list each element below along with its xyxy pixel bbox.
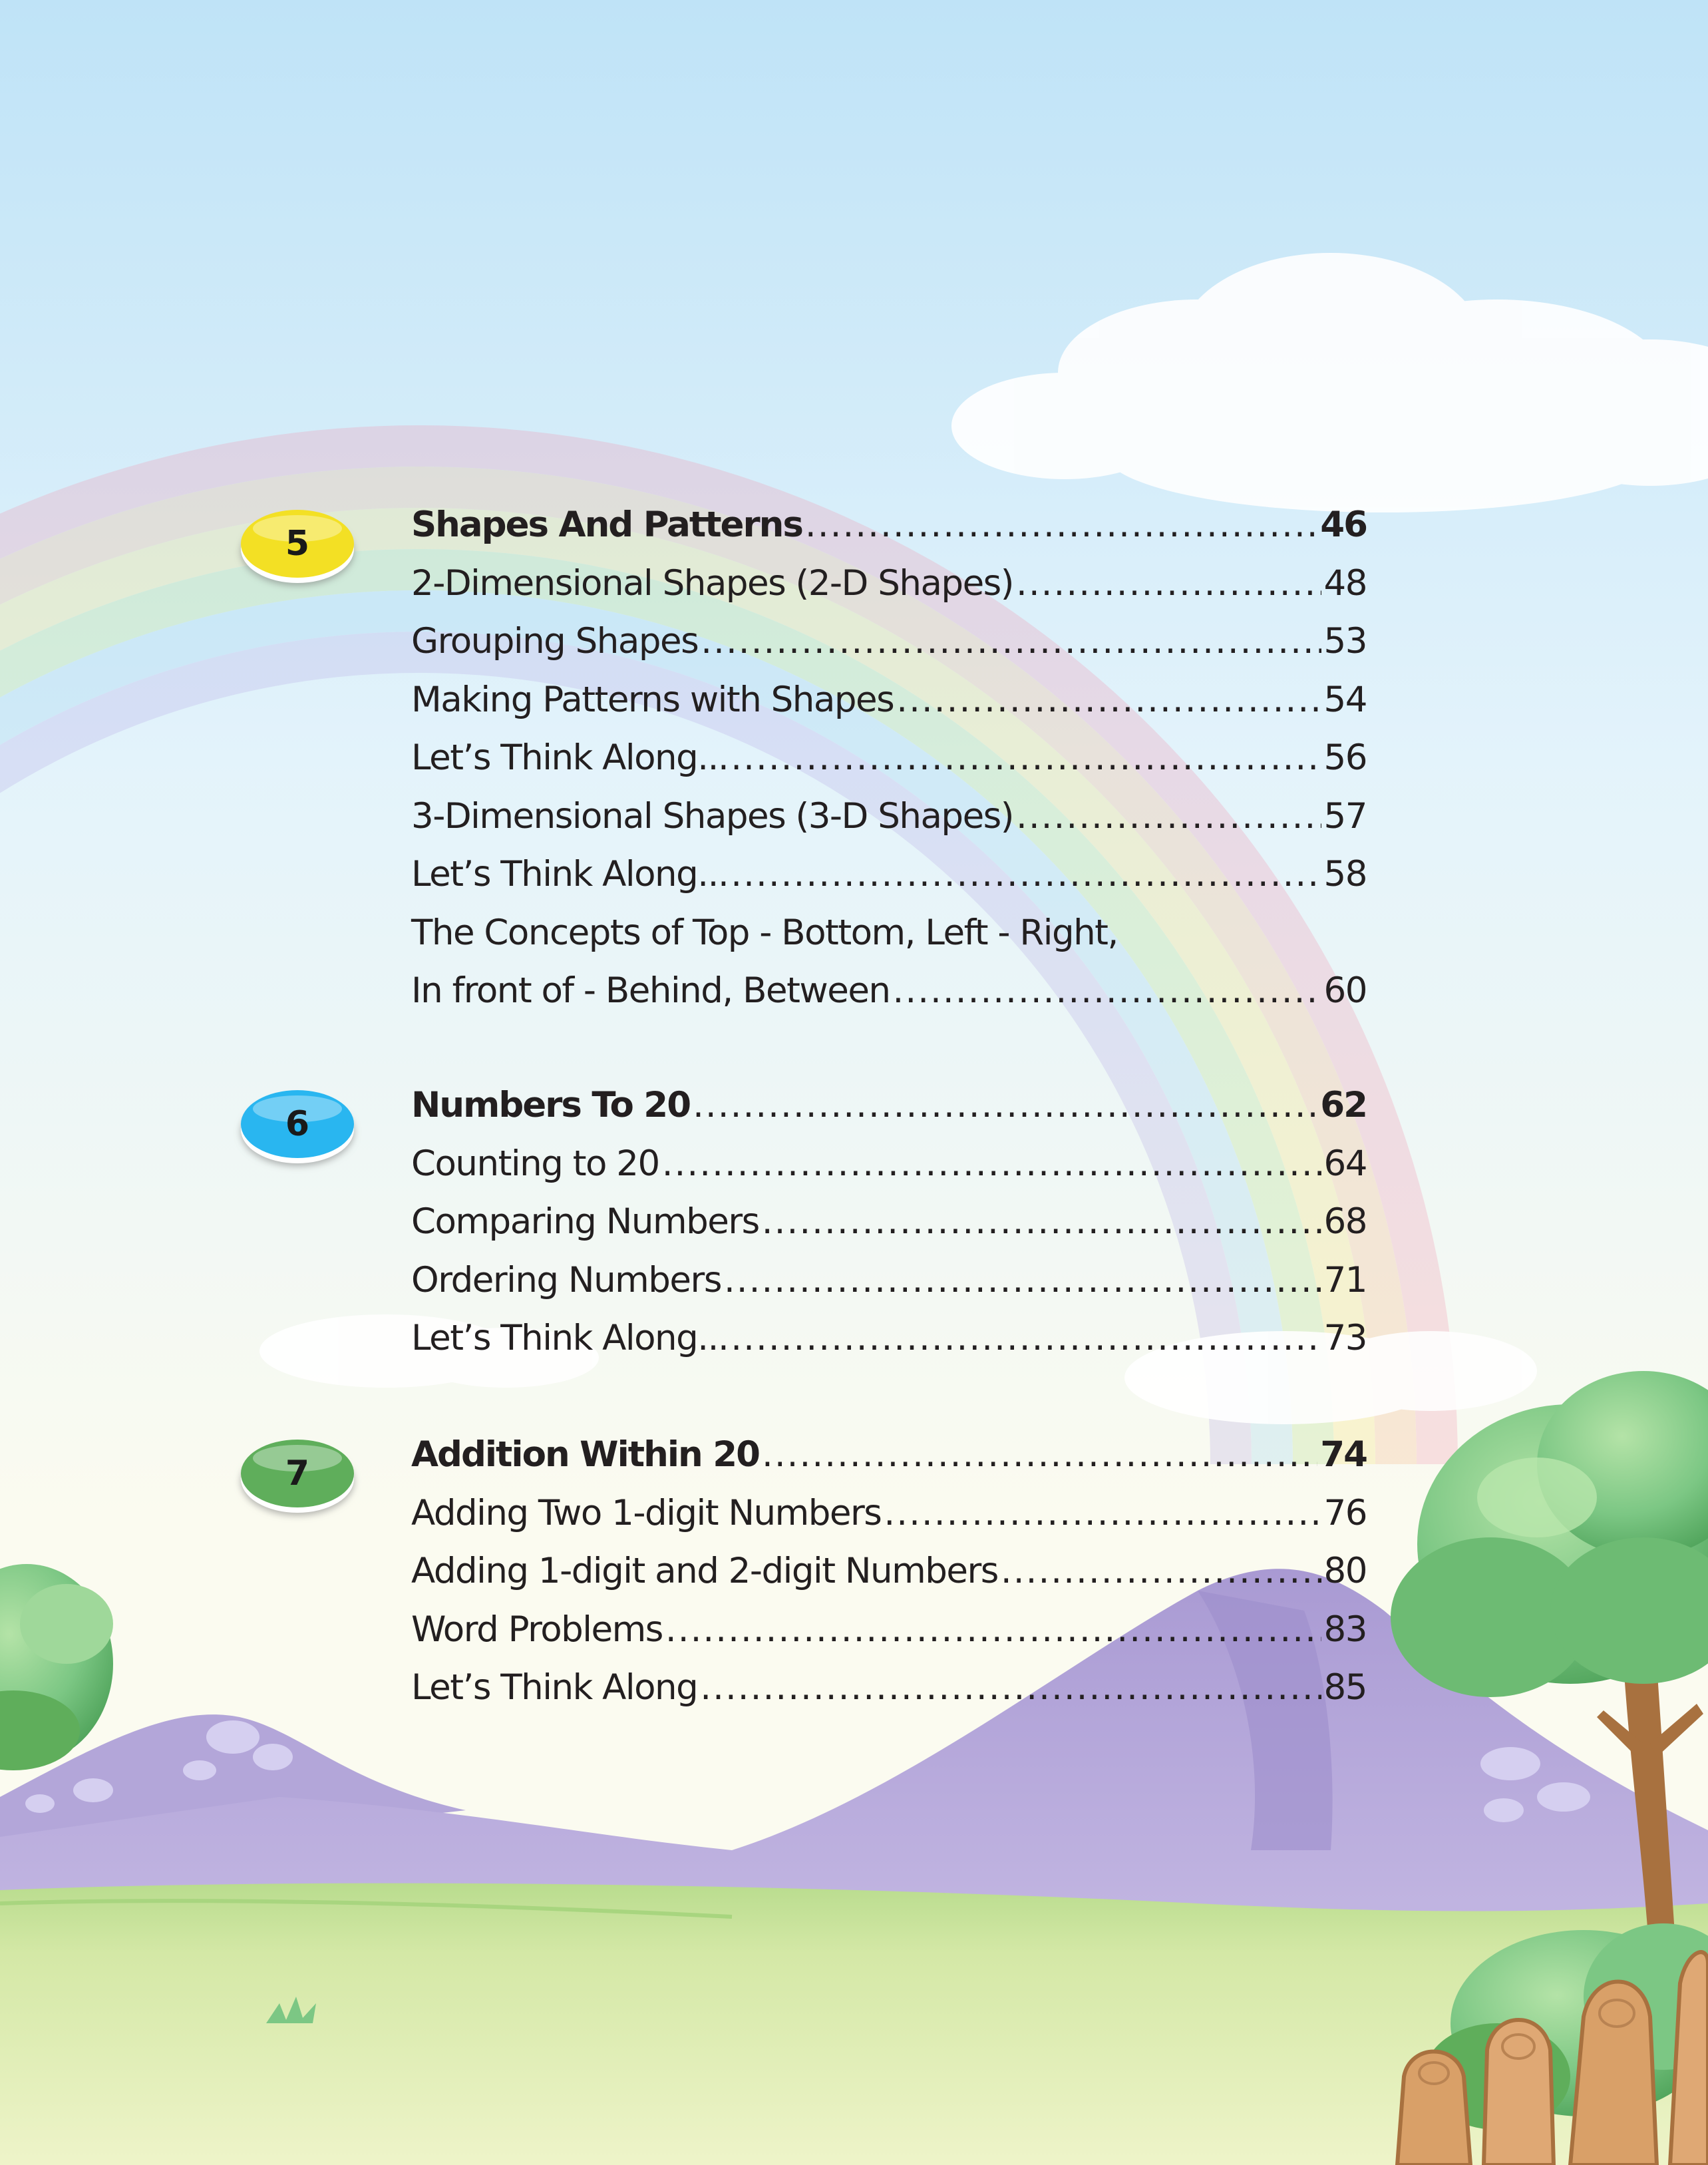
dot-leader xyxy=(884,1493,1321,1533)
toc-entry-row xyxy=(411,563,1367,616)
chapter-page-number: 46 xyxy=(1320,504,1367,545)
dot-leader xyxy=(662,1143,1321,1184)
chapter-number: 7 xyxy=(285,1454,310,1493)
toc-entry-row xyxy=(411,1609,1367,1663)
dot-leader xyxy=(805,504,1317,545)
toc-entry-row xyxy=(411,1493,1367,1546)
dot-leader xyxy=(701,621,1321,662)
dot-leader xyxy=(700,1667,1321,1708)
entry-title: Let’s Think Along... xyxy=(411,854,729,894)
entry-title: Adding 1-digit and 2-digit Numbers xyxy=(411,1551,998,1591)
entry-title: Word Problems xyxy=(411,1609,663,1650)
dot-leader xyxy=(762,1434,1317,1475)
toc-entry-row xyxy=(411,1667,1367,1720)
chapter-title-row xyxy=(411,1434,1367,1487)
dot-leader xyxy=(665,1609,1321,1650)
entry-page-number: 53 xyxy=(1323,621,1367,662)
entry-title: 2-Dimensional Shapes (2-D Shapes) xyxy=(411,562,1013,604)
chapter-page-number: 74 xyxy=(1320,1434,1367,1475)
dot-leader xyxy=(693,1085,1317,1125)
entry-page-number: 56 xyxy=(1323,737,1367,778)
dot-leader xyxy=(1001,1551,1321,1591)
toc-entry-row xyxy=(411,1143,1367,1197)
dot-leader xyxy=(896,680,1321,720)
dot-leader xyxy=(731,737,1321,778)
entry-page-number: 48 xyxy=(1323,562,1367,604)
entry-title: Adding Two 1-digit Numbers xyxy=(411,1492,882,1533)
chapter-title: Addition Within 20 xyxy=(411,1434,759,1475)
entry-title: Comparing Numbers xyxy=(411,1201,759,1242)
chapter-title: Numbers To 20 xyxy=(411,1085,691,1125)
toc-entry-row xyxy=(411,1201,1367,1255)
toc-entry-row xyxy=(411,796,1367,849)
entry-title: Counting to 20 xyxy=(411,1143,659,1184)
entry-title: Let’s Think Along... xyxy=(411,1318,729,1358)
entry-page-number: 73 xyxy=(1323,1318,1367,1358)
toc-entry-row xyxy=(411,854,1367,907)
entry-title: The Concepts of Top - Bottom, Left - Right, xyxy=(411,912,1118,953)
chapter-number: 5 xyxy=(285,524,310,564)
toc-entry-row xyxy=(411,1551,1367,1604)
entry-page-number: 76 xyxy=(1323,1492,1367,1533)
entry-title: Let’s Think Along xyxy=(411,1667,698,1708)
dot-leader xyxy=(724,1260,1321,1300)
entry-page-number: 80 xyxy=(1323,1551,1367,1591)
dot-leader xyxy=(731,854,1321,894)
entry-page-number: 54 xyxy=(1323,679,1367,720)
dot-leader xyxy=(893,970,1321,1011)
entry-title: Ordering Numbers xyxy=(411,1259,721,1300)
entry-page-number: 85 xyxy=(1323,1667,1367,1708)
dot-leader xyxy=(762,1201,1321,1242)
entry-page-number: 68 xyxy=(1323,1201,1367,1242)
entry-page-number: 57 xyxy=(1323,795,1367,837)
dot-leader xyxy=(1016,796,1321,837)
toc-entry-row xyxy=(411,737,1367,791)
entry-page-number: 83 xyxy=(1323,1609,1367,1650)
entry-title: Let’s Think Along... xyxy=(411,737,729,778)
toc-entry-row xyxy=(411,680,1367,733)
dot-leader xyxy=(731,1318,1321,1358)
chapter-title: Shapes And Patterns xyxy=(411,504,802,545)
chapter-title-row xyxy=(411,1085,1367,1138)
dot-leader xyxy=(1016,563,1321,604)
entry-title: Grouping Shapes xyxy=(411,621,699,662)
chapter-number-badge xyxy=(241,510,354,578)
chapter-number-badge xyxy=(241,1090,354,1158)
chapter-page-number: 62 xyxy=(1320,1085,1367,1125)
toc-entry-row xyxy=(411,621,1367,674)
entry-page-number: 58 xyxy=(1323,854,1367,894)
entry-title: 3-Dimensional Shapes (3-D Shapes) xyxy=(411,795,1013,837)
toc-entry-row xyxy=(411,1318,1367,1371)
entry-title: In front of - Behind, Between xyxy=(411,970,890,1011)
entry-page-number: 60 xyxy=(1323,970,1367,1011)
chapter-title-row xyxy=(411,504,1367,558)
toc-entry-row xyxy=(411,1260,1367,1313)
toc-entry-row xyxy=(411,970,1367,1024)
entry-page-number: 71 xyxy=(1323,1259,1367,1300)
entry-title: Making Patterns with Shapes xyxy=(411,679,894,720)
chapter-number-badge xyxy=(241,1440,354,1507)
chapter-number: 6 xyxy=(285,1104,310,1144)
entry-page-number: 64 xyxy=(1323,1143,1367,1184)
toc-entry-row xyxy=(411,912,1367,966)
